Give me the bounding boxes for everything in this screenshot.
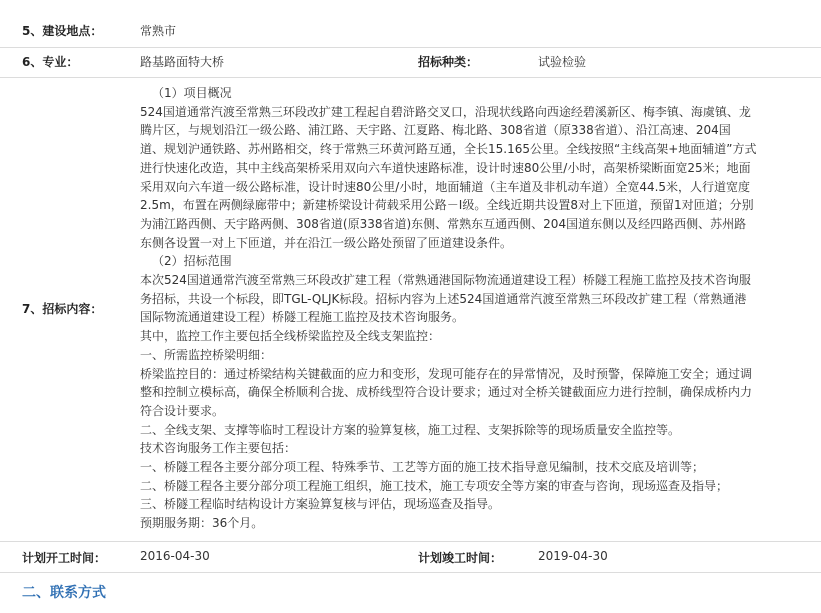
row-content <box>0 78 821 542</box>
content-line: 为浦江路西侧、天宇路两侧、308省道(原338省道)东侧、常熟东互通西侧、204国道东侧以及经四路西侧、苏州路 <box>140 216 747 231</box>
content-line: 进行快速化改造，其中主线高架桥采用双向六车道快速路标准，设计时速80公里/小时，高架桥梁断面宽25米；地面 <box>140 160 751 175</box>
content-line: 二、全线支架、支撑等临时工程设计方案的验算复核，施工过程、支架拆除等的现场质量安全监控等。 <box>140 422 681 437</box>
bid-type-label: 招标种类： <box>418 55 479 69</box>
row-dates <box>0 541 821 573</box>
finish-date-label: 计划竣工时间： <box>418 551 503 565</box>
start-date-value: 2016-04-30 <box>140 549 210 563</box>
content-line: 其中，监控工作主要包括全线桥梁监控及全线支架监控： <box>140 329 441 344</box>
content-line: 符合设计要求。 <box>140 403 225 418</box>
content-label: 7、招标内容： <box>22 302 103 316</box>
content-line: 一、桥隧工程各主要分部分项工程、特殊季节、工艺等方面的施工技术指导意见编制，技术交底及培训等； <box>140 460 705 475</box>
finish-date-value: 2019-04-30 <box>538 549 608 563</box>
content-line: 务招标，共设一个标段，即TGL-QLJK标段。招标内容为上述524国道通常汽渡至常熟三环段改扩建工程（常熟通港 <box>140 291 747 306</box>
content-line: 本次524国道通常汽渡至常熟三环段改扩建工程（常熟通港国际物流通道建设工程）桥隧工程施工监控及技术咨询服 <box>140 273 751 288</box>
major-label: 6、专业： <box>22 55 79 69</box>
bid-type-value: 试验检验 <box>538 55 587 69</box>
content-line: （2）招标范围 <box>152 254 232 269</box>
contact-section-title: 二、联系方式 <box>22 585 106 601</box>
content-line: 道、规划沪通铁路、苏州路相交，终于常熟三环黄河路互通，全长15.165公里。全线按照“主线高架+地面辅道”方式 <box>140 142 757 157</box>
start-date-label: 计划开工时间： <box>22 551 107 565</box>
content-line: （1）项目概况 <box>152 86 232 100</box>
row-location <box>0 0 821 48</box>
content-line: 桥梁监控目的：通过桥梁结构关键截面的应力和变形，发现可能存在的异常情况，及时预警，保障施工安全；通过调 <box>140 366 753 381</box>
content-line: 国际物流通道建设工程）桥隧工程施工监控及技术咨询服务。 <box>140 310 465 325</box>
major-value: 路基路面特大桥 <box>140 55 225 69</box>
content-line: 整和控制立模标高，确保全桥顺利合拢、成桥线型符合设计要求；通过对全桥关键截面应力进行控制，确保成桥内力 <box>140 385 753 400</box>
content-line: 524国道通常汽渡至常熟三环段改扩建工程起自碧浒路交叉口，沿现状线路向西途经碧溪新区、梅李镇、海虞镇、龙 <box>140 104 751 119</box>
content-line: 采用双向六车道一级公路标准，设计时速80公里/小时，地面辅道（主车道及非机动车道）全宽44.5米，人行道宽度 <box>140 179 751 194</box>
content-text <box>140 84 816 533</box>
location-label: 5、建设地点： <box>22 24 103 38</box>
content-line: 二、桥隧工程各主要分部分项工程施工组织，施工技术，施工专项安全等方案的审查与咨询，现场巡查及指导； <box>140 478 729 493</box>
content-line: 技术咨询服务工作主要包括： <box>140 441 297 456</box>
row-major <box>0 47 821 78</box>
content-line: 三、桥隧工程临时结构设计方案验算复核与评估，现场巡查及指导。 <box>140 497 501 512</box>
content-line: 东侧各设置一对上下匝道，并在沿江一级公路处预留了匝道建设条件。 <box>140 235 513 250</box>
location-value: 常熟市 <box>140 24 177 38</box>
content-line: 预期服务期：36个月。 <box>140 516 264 531</box>
content-line: 2.5m，布置在两侧绿廊带中；新建桥梁设计荷载采用公路－I级。全线近期共设置8对上下匝道，预留1对匝道；分别 <box>140 198 754 213</box>
content-line: 腾片区，与规划沿江一级公路、浦江路、天宇路、江夏路、梅北路、308省道（原338省道）、沿江高速、204国 <box>140 123 731 138</box>
content-line: 一、所需监控桥梁明细： <box>140 347 273 362</box>
